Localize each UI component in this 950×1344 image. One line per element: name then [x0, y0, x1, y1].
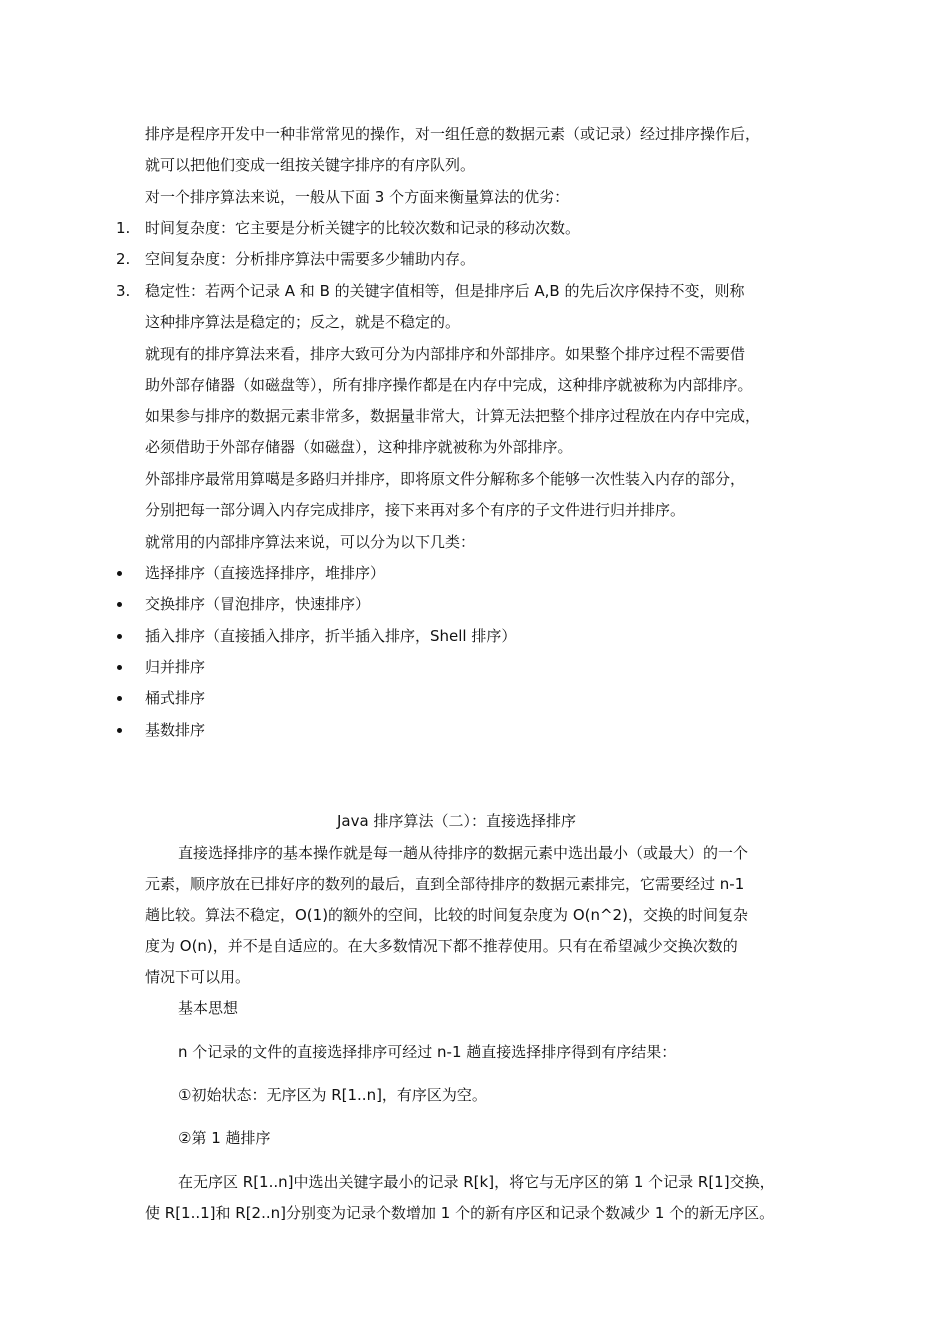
- list-number-1: 1.: [116, 219, 131, 237]
- description-line-1: 直接选择排序的基本操作就是每一趟从待排序的数据元素中选出最小（或最大）的一个: [178, 844, 749, 862]
- criteria-intro: 对一个排序算法来说，一般从下面 3 个方面来衡量算法的优劣：: [145, 188, 570, 206]
- external-para-line-2: 分别把每一部分调入内存完成排序，接下来再对多个有序的子文件进行归并排序。: [145, 501, 686, 519]
- category-item: 归并排序: [145, 658, 206, 676]
- idea-text: n 个记录的文件的直接选择排序可经过 n-1 趟直接选择排序得到有序结果：: [178, 1043, 677, 1061]
- category-item: 选择排序（直接选择排序，堆排序）: [145, 564, 386, 582]
- criteria-item-1: 时间复杂度：它主要是分析关键字的比较次数和记录的移动次数。: [145, 219, 581, 237]
- list-number-3: 3.: [116, 282, 131, 300]
- category-item: 交换排序（冒泡排序，快速排序）: [145, 595, 371, 613]
- external-para-line-1: 外部排序最常用算噶是多路归并排序，即将原文件分解称多个能够一次性装入内存的部分，: [145, 470, 746, 488]
- description-line-3: 趟比较。算法不稳定，O(1)的额外的空间，比较的时间复杂度为 O(n^2)，交换的时间复杂: [145, 906, 748, 924]
- step-2-text-line-1: 在无序区 R[1..n]中选出关键字最小的记录 R[k]，将它与无序区的第 1 个记录 R[1]交换，: [178, 1173, 775, 1191]
- idea-heading: 基本思想: [178, 999, 239, 1017]
- description-line-2: 元素，顺序放在已排好序的数列的最后，直到全部待排序的数据元素排完，它需要经过 n-1: [145, 875, 745, 893]
- internal-para-line-3: 如果参与排序的数据元素非常多，数据量非常大，计算无法把整个排序过程放在内存中完成，: [145, 407, 761, 425]
- list-number-2: 2.: [116, 250, 131, 268]
- bullet-icon: [117, 665, 122, 670]
- bullet-icon: [117, 728, 122, 733]
- step-1: ①初始状态：无序区为 R[1..n]，有序区为空。: [178, 1086, 487, 1104]
- bullet-icon: [117, 634, 122, 639]
- bullet-icon: [117, 571, 122, 576]
- step-2-heading: ②第 1 趟排序: [178, 1129, 271, 1147]
- internal-para-line-2: 助外部存储器（如磁盘等），所有排序操作都是在内存中完成，这种排序就被称为内部排序。: [145, 376, 753, 394]
- bullet-icon: [117, 602, 122, 607]
- internal-para-line-4: 必须借助于外部存储器（如磁盘），这种排序就被称为外部排序。: [145, 438, 573, 456]
- step-2-text-line-2: 使 R[1..1]和 R[2..n]分别变为记录个数增加 1 个的新有序区和记录个数减少 1 个的新无序区。: [145, 1204, 775, 1222]
- bullet-icon: [117, 696, 122, 701]
- criteria-item-2: 空间复杂度：分析排序算法中需要多少辅助内存。: [145, 250, 476, 268]
- description-line-4: 度为 O(n)，并不是自适应的。在大多数情况下都不推荐使用。只有在希望减少交换次数的: [145, 937, 738, 955]
- category-item: 插入排序（直接插入排序，折半插入排序，Shell 排序）: [145, 627, 517, 645]
- category-item: 桶式排序: [145, 689, 206, 707]
- criteria-item-3-line-1: 稳定性：若两个记录 A 和 B 的关键字值相等，但是排序后 A,B 的先后次序保持不变，则称: [145, 282, 745, 300]
- criteria-item-3-line-2: 这种排序算法是稳定的；反之，就是不稳定的。: [145, 313, 461, 331]
- section-title: Java 排序算法（二）：直接选择排序: [337, 812, 576, 830]
- description-line-5: 情况下可以用。: [145, 968, 251, 986]
- category-item: 基数排序: [145, 721, 206, 739]
- categories-intro: 就常用的内部排序算法来说，可以分为以下几类：: [145, 533, 476, 551]
- intro-line-2: 就可以把他们变成一组按关键字排序的有序队列。: [145, 156, 476, 174]
- intro-line-1: 排序是程序开发中一种非常常见的操作，对一组任意的数据元素（或记录）经过排序操作后，: [145, 125, 761, 143]
- internal-para-line-1: 就现有的排序算法来看，排序大致可分为内部排序和外部排序。如果整个排序过程不需要借: [145, 345, 746, 363]
